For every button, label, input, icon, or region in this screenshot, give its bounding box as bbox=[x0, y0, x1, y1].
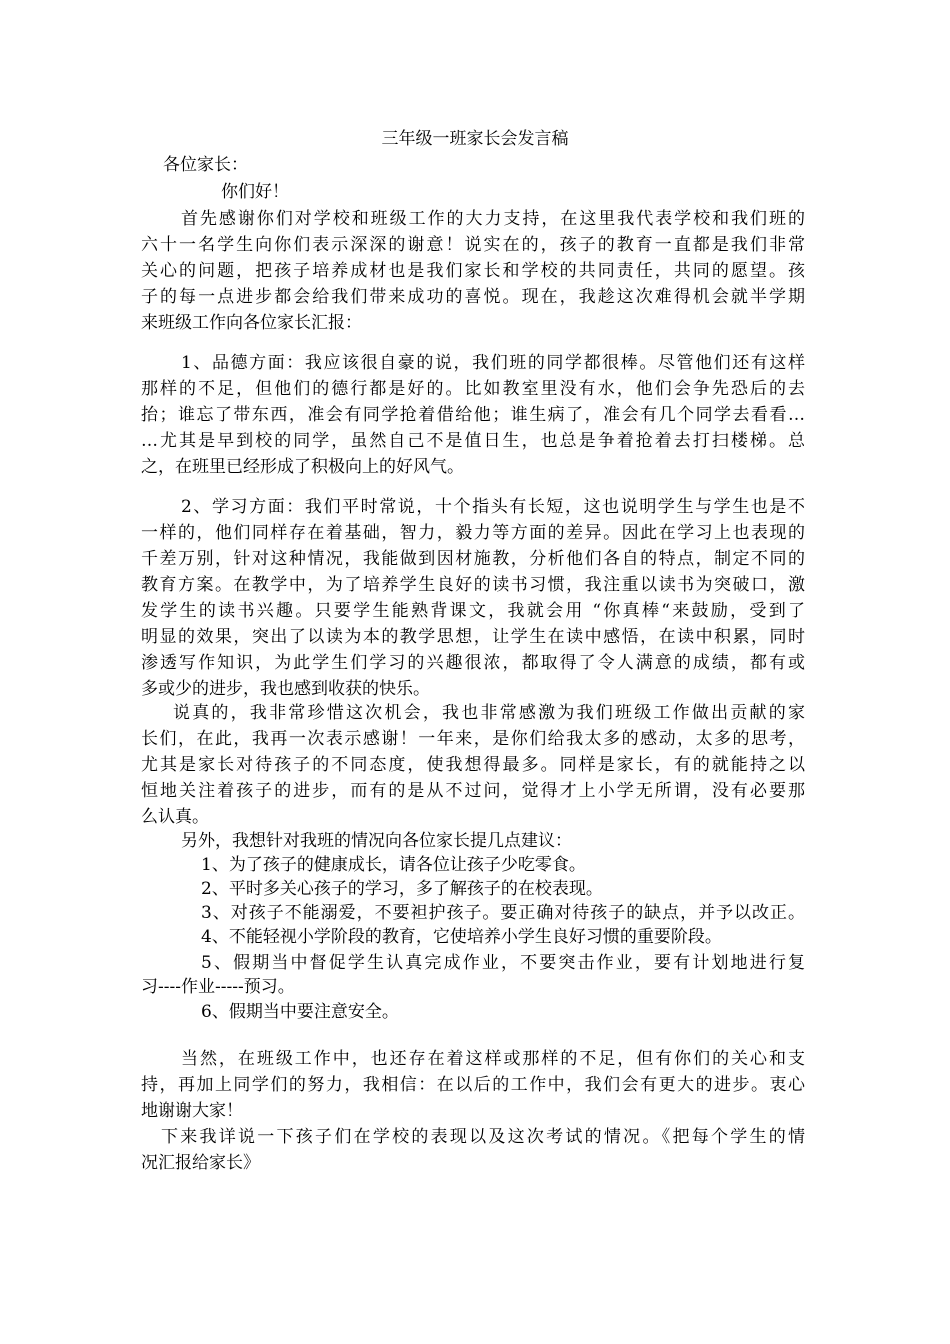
text-line: 来班级工作向各位家长汇报： bbox=[141, 313, 362, 333]
text-line: 六十一名学生向你们表示深深的谢意！说实在的，孩子的教育一直都是我们非常 bbox=[141, 235, 805, 255]
text-line: 渗透写作知识，为此学生们学习的兴趣很浓，都取得了令人满意的成绩，都有或 bbox=[141, 653, 805, 673]
text-line: 恒地关注着孩子的进步，而有的是从不过问，觉得才上小学无所谓，没有必要那 bbox=[141, 781, 805, 801]
text-line: 首先感谢你们对学校和班级工作的大力支持，在这里我代表学校和我们班的 bbox=[181, 209, 805, 229]
text-line: 抬；谁忘了带东西，准会有同学抢着借给他；谁生病了，准会有几个同学去看看… bbox=[141, 405, 805, 425]
text-line: 子的每一点进步都会给我们带来成功的喜悦。现在，我趁这次难得机会就半学期 bbox=[141, 287, 805, 307]
text-line: 下来我详说一下孩子们在学校的表现以及这次考试的情况。《把每个学生的情 bbox=[161, 1127, 805, 1147]
text-line: 地谢谢大家！ bbox=[141, 1101, 243, 1121]
text-line: 之，在班里已经形成了积极向上的好风气。 bbox=[141, 457, 464, 477]
text-line: 你们好！ bbox=[221, 182, 289, 202]
text-line: 那样的不足，但他们的德行都是好的。比如教室里没有水，他们会争先恐后的去 bbox=[141, 379, 805, 399]
text-line: 另外，我想针对我班的情况向各位家长提几点建议： bbox=[181, 831, 572, 851]
text-line: 习----作业-----预习。 bbox=[141, 977, 295, 997]
text-line: 明显的效果，突出了以读为本的教学思想，让学生在读中感悟，在读中积累，同时 bbox=[141, 627, 805, 647]
text-line: 6、假期当中要注意安全。 bbox=[201, 1002, 399, 1022]
text-line: 多或少的进步，我也感到收获的快乐。 bbox=[141, 679, 430, 699]
text-line: 千差万别，针对这种情况，我能做到因材施教，分析他们各自的特点，制定不同的 bbox=[141, 549, 805, 569]
text-line: 一样的，他们同样存在着基础，智力，毅力等方面的差异。因此在学习上也表现的 bbox=[141, 523, 805, 543]
text-line: 2、学习方面：我们平时常说，十个指头有长短，这也说明学生与学生也是不 bbox=[181, 497, 805, 517]
text-line: 关心的问题，把孩子培养成材也是我们家长和学校的共同责任，共同的愿望。孩 bbox=[141, 261, 805, 281]
text-line: 教育方案。在教学中，为了培养学生良好的读书习惯，我注重以读书为突破口，激 bbox=[141, 575, 805, 595]
text-line: 当然，在班级工作中，也还存在着这样或那样的不足，但有你们的关心和支 bbox=[181, 1049, 805, 1069]
text-line: 4、不能轻视小学阶段的教育，它使培养小学生良好习惯的重要阶段。 bbox=[201, 927, 722, 947]
text-line: 2、平时多关心孩子的学习，多了解孩子的在校表现。 bbox=[201, 879, 603, 899]
document-title: 三年级一班家长会发言稿 bbox=[381, 129, 569, 149]
text-line: 尤其是家长对待孩子的不同态度，使我想得最多。同样是家长，有的就能持之以 bbox=[141, 755, 805, 775]
text-line: 各位家长： bbox=[163, 155, 248, 175]
text-line: …尤其是早到校的同学，虽然自己不是值日生，也总是争着抢着去打扫楼梯。总 bbox=[141, 431, 805, 451]
text-line: 发学生的读书兴趣。只要学生能熟背课文，我就会用 “你真棒“来鼓励，受到了 bbox=[141, 601, 805, 621]
text-line: 5、假期当中督促学生认真完成作业，不要突击作业，要有计划地进行复 bbox=[201, 953, 805, 973]
text-line: 说真的，我非常珍惜这次机会，我也非常感激为我们班级工作做出贡献的家 bbox=[173, 703, 805, 723]
text-line: 1、为了孩子的健康成长，请各位让孩子少吃零食。 bbox=[201, 855, 586, 875]
text-line: 况汇报给家长》 bbox=[141, 1153, 260, 1173]
text-line: 3、对孩子不能溺爱，不要袒护孩子。要正确对待孩子的缺点，并予以改正。 bbox=[201, 903, 805, 923]
text-line: 么认真。 bbox=[141, 807, 209, 827]
text-line: 持，再加上同学们的努力，我相信：在以后的工作中，我们会有更大的进步。衷心 bbox=[141, 1075, 805, 1095]
text-line: 长们，在此，我再一次表示感谢！一年来，是你们给我太多的感动，太多的思考， bbox=[141, 729, 805, 749]
text-line: 1、品德方面：我应该很自豪的说，我们班的同学都很棒。尽管他们还有这样 bbox=[181, 353, 805, 373]
